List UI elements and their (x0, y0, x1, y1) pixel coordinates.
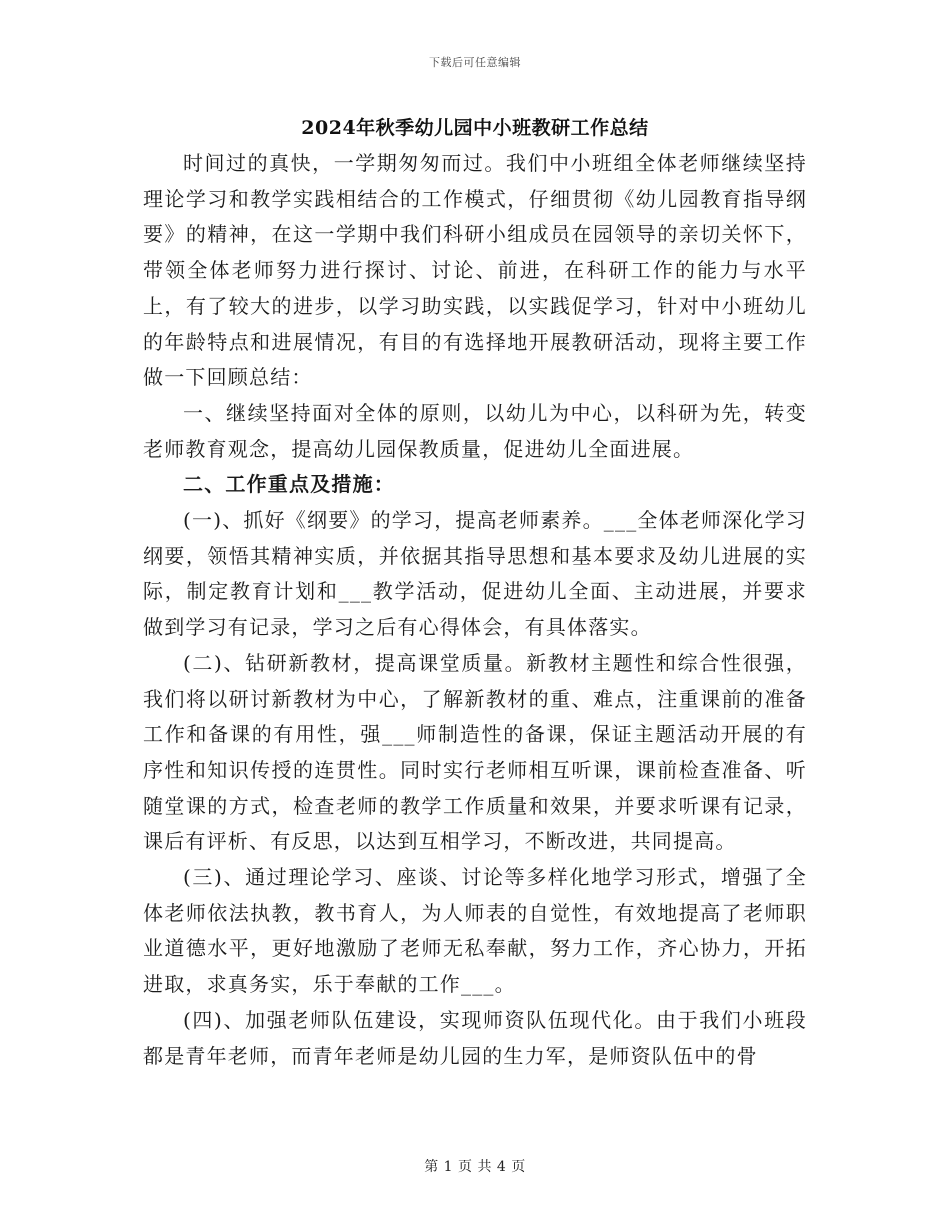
page-number: 第 1 页 共 4 页 (424, 1159, 526, 1175)
paragraph-item-2: (二)、钻研新教材，提高课堂质量。新教材主题性和综合性很强，我们将以研讨新教材为中心，了解新教材的重、难点，注重课前的准备工作和备课的有用性，强___师制造性的备课，保证主题活动开展的有序性和知识传授的连贯性。同时实行老师相互听课，课前检查准备、听随堂课的方式，检查老师的教学工作质量和效果，并要求听课有记录，课后有评析、有反思，以达到互相学习，不断改进，共同提高。 (143, 650, 807, 854)
paragraph-intro: 时间过的真快，一学期匆匆而过。我们中小班组全体老师继续坚持理论学习和教学实践相结合的工作模式，仔细贯彻《幼儿园教育指导纲要》的精神，在这一学期中我们科研小组成员在园领导的亲切关怀下，带领全体老师努力进行探讨、讨论、前进，在科研工作的能力与水平上，有了较大的进步，以学习助实践，以实践促学习，针对中小班幼儿的年龄特点和进展情况，有目的有选择地开展教研活动，现将主要工作做一下回顾总结： (143, 151, 807, 390)
paragraph-item-4: (四)、加强老师队伍建设，实现师资队伍现代化。由于我们小班段都是青年老师，而青年老师是幼儿园的生力军，是师资队伍中的骨 (143, 1007, 807, 1068)
paragraph-item-3: (三)、通过理论学习、座谈、讨论等多样化地学习形式，增强了全体老师依法执教，教书育人，为人师表的自觉性，有效地提高了老师职业道德水平，更好地激励了老师无私奉献，努力工作，齐心协力，开拓进取，求真务实，乐于奉献的工作___。 (143, 865, 807, 997)
section-heading-2: 二、工作重点及措施： (183, 472, 395, 497)
document-body (143, 146, 807, 1074)
paragraph-section-1: 一、继续坚持面对全体的原则，以幼儿为中心，以科研为先，转变老师教育观念，提高幼儿园保教质量，促进幼儿全面进展。 (143, 400, 807, 461)
header-note: 下载后可任意编辑 (429, 56, 521, 69)
paragraph-item-1: (一)、抓好《纲要》的学习，提高老师素养。___全体老师深化学习纲要，领悟其精神实质，并依据其指导思想和基本要求及幼儿进展的实际，制定教育计划和___教学活动，促进幼儿全面、主动进展，并要求做到学习有记录，学习之后有心得体会，有具体落实。 (143, 508, 808, 640)
document-title: 2024年秋季幼儿园中小班教研工作总结 (301, 117, 649, 139)
